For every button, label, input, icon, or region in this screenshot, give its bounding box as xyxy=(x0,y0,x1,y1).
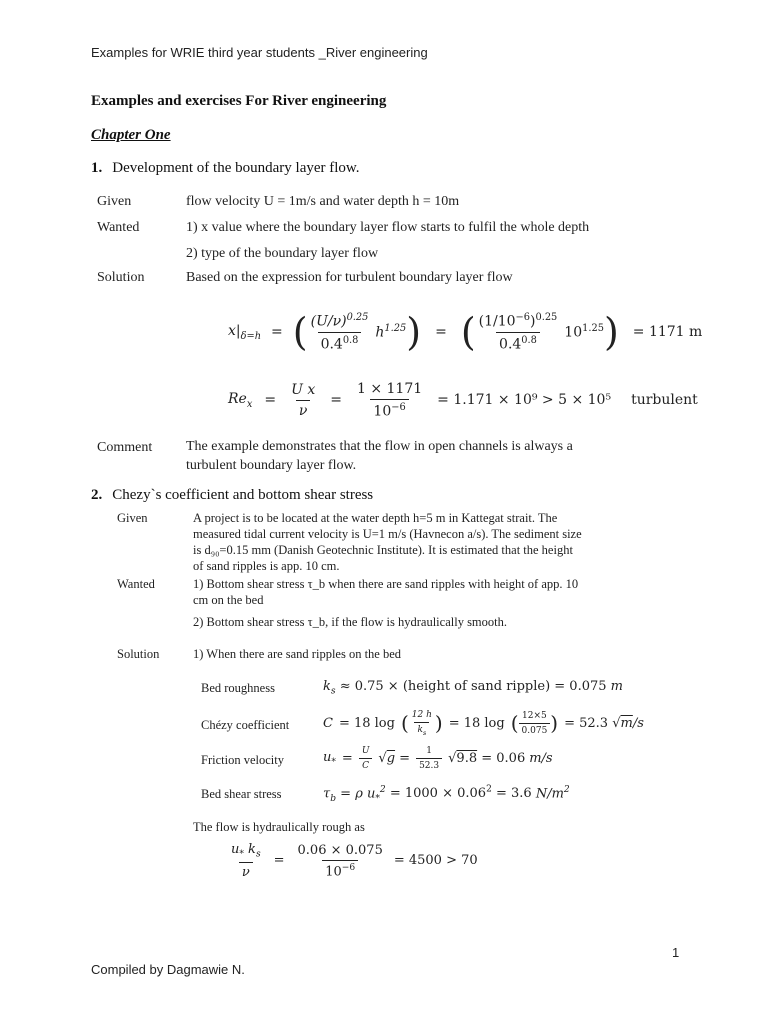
ex2-solution-label: Solution xyxy=(117,647,160,661)
eq2-turbulent: turbulent xyxy=(631,392,698,409)
example-1-number: 1. xyxy=(91,160,103,176)
example-1-title: Development of the boundary layer flow. xyxy=(112,160,360,176)
chapter-heading: Chapter One xyxy=(91,127,171,143)
ex1-given-text: flow velocity U = 1m/s and water depth h = 10m xyxy=(186,194,460,209)
ex1-comment-1: The example demonstrates that the flow in open channels is always a xyxy=(186,439,573,454)
ex2-given-3: is d₉₀=0.15 mm (Danish Geotechnic Institute). It is estimated that the height xyxy=(193,543,573,557)
ex2-given-label: Given xyxy=(117,511,148,525)
page-number: 1 xyxy=(672,945,680,960)
row-expr-bed-roughness: $k_s \approx 0.75$ × (height of sand ripple) = 0.075 m xyxy=(323,679,623,697)
example-2-number: 2. xyxy=(91,487,103,503)
row-label-bed-shear-stress: Bed shear stress xyxy=(201,787,282,801)
ex2-given-4: of sand ripples is app. 10 cm. xyxy=(193,559,340,573)
ex1-solution-label: Solution xyxy=(97,270,145,285)
ex1-wanted-2: 2) type of the boundary layer flow xyxy=(186,246,379,261)
row-label-bed-roughness: Bed roughness xyxy=(201,681,275,695)
ex2-wanted-1b: cm on the bed xyxy=(193,593,264,607)
ex1-given-label: Given xyxy=(97,194,132,209)
ex1-wanted-label: Wanted xyxy=(97,220,140,235)
document-title: Examples and exercises For River engineering xyxy=(91,93,387,109)
example-2-heading xyxy=(91,487,373,504)
example-2-title: Chezy`s coefficient and bottom shear stress xyxy=(112,487,374,503)
rough-result: = 4500 > 70 xyxy=(393,853,478,869)
ex2-given-1: A project is to be located at the water depth h=5 m in Kattegat strait. The xyxy=(193,511,558,525)
example-1-heading xyxy=(91,160,360,177)
ex2-solution-1: 1) When there are sand ripples on the bed xyxy=(193,647,402,661)
ex1-comment-label: Comment xyxy=(97,440,153,455)
footer-compiled-by: Compiled by Dagmawie N. xyxy=(91,962,245,977)
row-expr-chezy: C = 18 log ( $\frac{12 h}{k_s}$ ) = 18 log ( $\frac{12\times 5}{0.075}$ ) = 52.3 √ m /s xyxy=(323,710,644,737)
row-expr-friction-velocity: $u_*$ = $\frac{U}{C}$ √g = $\frac{1}{52.3}$ √9.8 = 0.06 m/s xyxy=(323,746,553,771)
equation-rough-check: $\frac{u_* k_s}{\nu}$ = $\frac{0.06 \times 0.075}{10^{-6}}$ = 4500 > 70 xyxy=(231,842,478,880)
ex1-wanted-1: 1) x value where the boundary layer flow starts to fulfil the whole depth xyxy=(186,220,590,235)
ex2-wanted-label: Wanted xyxy=(117,577,155,591)
row-label-chezy: Chézy coefficient xyxy=(201,718,290,732)
equation-boundary-layer-length: $x|_{\delta=h}$ = ( $\frac{(U/\nu)^{0.25}}{0.4^{0.8}}$ $h^{1.25}$ ) = ( $\frac{(1/10^{-6})^{0.25}}{0.4^{0.8}}$ $10^{1.25}$ ) = 1171 m xyxy=(228,310,703,355)
row-label-friction-velocity: Friction velocity xyxy=(201,753,284,767)
ex2-rough-text: The flow is hydraulically rough as xyxy=(193,820,365,834)
eq1-result: = 1171 m xyxy=(632,324,703,341)
ex1-solution-text: Based on the expression for turbulent boundary layer flow xyxy=(186,270,513,285)
eq2-result: = 1.171 × 10⁹ > 5 × 10⁵ xyxy=(437,392,612,409)
ex2-wanted-1a: 1) Bottom shear stress τ_b when there are sand ripples with height of app. 10 xyxy=(193,577,579,591)
running-header: Examples for WRIE third year students _River engineering xyxy=(91,45,428,60)
row-expr-bed-shear-stress: $\tau_b = \rho$ $u_*^2 = 1000 \times 0.06^2 = 3.6$ $N/m^2$ xyxy=(323,785,570,804)
ex2-given-2: measured tidal current velocity is U=1 m/s (Havnecon a/s). The sediment size xyxy=(193,527,582,541)
ex2-wanted-2: 2) Bottom shear stress τ_b, if the flow is hydraulically smooth. xyxy=(193,615,508,629)
equation-reynolds-number: $Re_x$ = $\frac{\text{U x}}{\nu}$ = $\frac{1 \times 1171}{10^{-6}}$ = 1.171 × 10⁹ > 5 × 10⁵ turbulent xyxy=(228,381,698,420)
ex1-comment-2: turbulent boundary layer flow. xyxy=(186,458,357,473)
